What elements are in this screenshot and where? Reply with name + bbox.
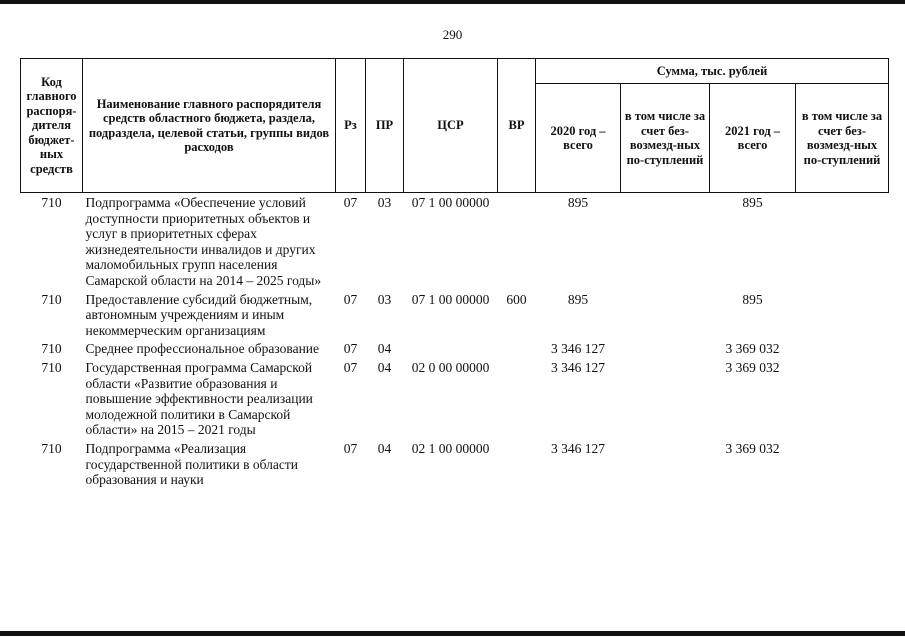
- cell-vr: [498, 340, 536, 359]
- table-row: [21, 291, 889, 341]
- cell-name: Подпрограмма «Реализация государственной политики в области образования и науки: [85, 440, 299, 488]
- header-2020-free: в том числе за счет без-возмезд-ных по-ступлений: [621, 84, 710, 193]
- cell-2020-total: 3 346 127: [551, 440, 605, 456]
- table-body: [21, 193, 889, 490]
- cell-csr: 07 1 00 00000: [411, 195, 490, 210]
- cell-vr: [498, 193, 536, 291]
- header-vr: ВР: [498, 59, 536, 193]
- cell-csr: [404, 340, 498, 359]
- cell-code: 710: [41, 440, 62, 456]
- cell-code: 710: [41, 341, 62, 357]
- cell-2020-total: 3 346 127: [551, 359, 605, 375]
- cell-rz: 07: [343, 440, 358, 456]
- table-row: [21, 440, 889, 490]
- cell-2021-total: 3 369 032: [725, 341, 780, 357]
- cell-2020-free: [621, 193, 710, 291]
- cell-pr: 03: [377, 195, 392, 210]
- cell-code: 710: [41, 291, 62, 307]
- header-pr: ПР: [366, 59, 404, 193]
- cell-2020-free: [621, 359, 710, 440]
- header-2021-total: 2021 год – всего: [710, 84, 796, 193]
- cell-name: Предоставление субсидий бюджетным, автономным учреждениям и иным некоммерческим организациям: [85, 291, 313, 338]
- cell-code: 710: [41, 359, 62, 375]
- cell-pr: 04: [377, 359, 392, 375]
- header-2021-free: в том числе за счет без-возмезд-ных по-ступлений: [796, 84, 889, 193]
- header-2020-total: 2020 год – всего: [536, 84, 621, 193]
- cell-rz: 07: [343, 291, 358, 307]
- cell-2021-free: [796, 291, 889, 341]
- cell-2021-total: 895: [742, 195, 763, 210]
- header-code: Код главного распоря-дителя бюджет-ных средств: [21, 59, 83, 193]
- cell-pr: 04: [377, 440, 392, 456]
- cell-2020-free: [621, 340, 710, 359]
- header-sum-group: Сумма, тыс. рублей: [536, 59, 889, 84]
- cell-code: 710: [41, 195, 62, 210]
- cell-name: Среднее профессиональное образование: [85, 341, 320, 357]
- cell-2021-total: 3 369 032: [725, 440, 780, 456]
- cell-name: Государственная программа Самарской области «Развитие образования и повышение эффективности реализации молодежной политики в Самарской области» на 2015 – 2021 годы: [85, 359, 313, 438]
- cell-vr: [498, 440, 536, 490]
- cell-2021-free: [796, 193, 889, 291]
- header-csr: ЦСР: [404, 59, 498, 193]
- cell-name: Подпрограмма «Обеспечение условий доступности приоритетных объектов и услуг в приоритетных сферах жизнедеятельности инвалидов и других маломобильных групп населения Самарской области на 2014 – 2025 годы»: [85, 195, 322, 288]
- bottom-border-rule: [0, 631, 905, 636]
- cell-csr: 02 0 00 00000: [411, 359, 490, 375]
- cell-2021-free: [796, 340, 889, 359]
- budget-table: [20, 58, 889, 490]
- cell-2020-total: 895: [567, 195, 589, 210]
- cell-rz: 07: [343, 195, 358, 210]
- cell-vr: 600: [506, 291, 527, 307]
- table-row: [21, 340, 889, 359]
- cell-2021-total: 895: [742, 291, 763, 307]
- cell-2021-total: 3 369 032: [725, 359, 780, 375]
- table-header: [21, 59, 889, 193]
- cell-pr: 04: [377, 341, 392, 357]
- cell-csr: 07 1 00 00000: [411, 291, 490, 307]
- top-border-rule: [0, 0, 905, 4]
- cell-rz: 07: [343, 359, 358, 375]
- cell-2021-free: [796, 440, 889, 490]
- cell-2021-free: [796, 359, 889, 440]
- header-name: Наименование главного распорядителя средств областного бюджета, раздела, подраздела, целевой статьи, группы видов расходов: [83, 59, 336, 193]
- header-rz: Рз: [336, 59, 366, 193]
- page-number: 290: [442, 27, 463, 42]
- table-row: [21, 359, 889, 440]
- cell-csr: 02 1 00 00000: [411, 440, 490, 456]
- cell-vr: [498, 359, 536, 440]
- table-row: [21, 193, 889, 291]
- cell-rz: 07: [343, 341, 358, 357]
- cell-2020-free: [621, 291, 710, 341]
- cell-2020-free: [621, 440, 710, 490]
- cell-pr: 03: [377, 291, 392, 307]
- cell-2020-total: 895: [567, 291, 589, 307]
- cell-2020-total: 3 346 127: [551, 341, 605, 357]
